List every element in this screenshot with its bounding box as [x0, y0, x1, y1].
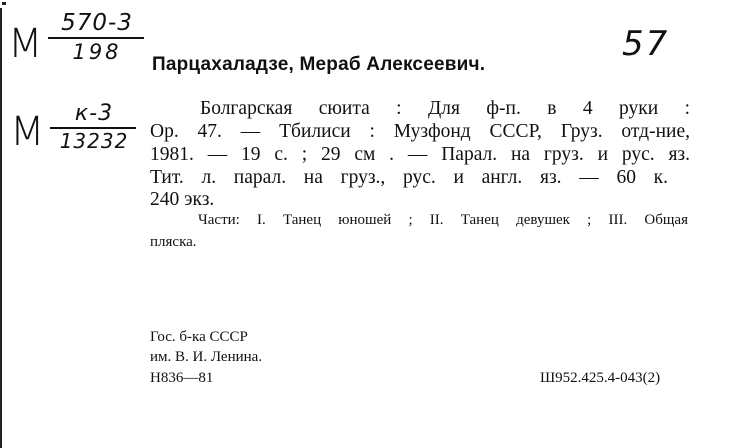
classification-code: Ш952.425.4-043(2) [540, 370, 661, 386]
shelfmark-2-fraction [50, 102, 138, 153]
library-line-1: Гос. б-ка СССР [150, 329, 248, 345]
shelfmark-1-numerator: 570-3 [61, 10, 133, 36]
contents-line-2: пляска. [150, 234, 197, 250]
shelfmark-2-numerator: к-3 [74, 101, 114, 126]
shelfmark-1-fraction [48, 10, 146, 64]
corner-speck [2, 2, 6, 5]
shelfmark-2-prefix: М [10, 109, 45, 155]
library-line-3: Н836—81 [150, 370, 214, 386]
description-line-2: Op. 47. — Тбилиси : Музфонд СССР, Груз. отд-ние, [150, 121, 690, 142]
shelfmark-2-denominator: 13232 [59, 129, 129, 153]
shelfmark-1-denominator: 198 [72, 40, 122, 64]
description-line-1: Болгарская сюита : Для ф-п. в 4 руки : [200, 98, 690, 119]
description-line-4: Тит. л. парал. на груз., рус. и англ. яз. — 60 к. [150, 167, 668, 188]
description-line-3: 1981. — 19 с. ; 29 см . — Парал. на груз. и рус. яз. [150, 144, 690, 165]
page-mark: 57 [622, 24, 670, 64]
library-line-2: им. В. И. Ленина. [150, 349, 263, 365]
contents-line-1: Части: I. Танец юношей ; II. Танец девушек ; III. Общая [198, 212, 688, 228]
shelfmark-1-bar [48, 37, 144, 39]
author-heading: Парцахаладзе, Мераб Алексеевич. [152, 54, 486, 75]
description-line-5: 240 экз. [150, 189, 215, 210]
card-left-edge [0, 8, 2, 448]
shelfmark-1-prefix: М [8, 21, 43, 67]
